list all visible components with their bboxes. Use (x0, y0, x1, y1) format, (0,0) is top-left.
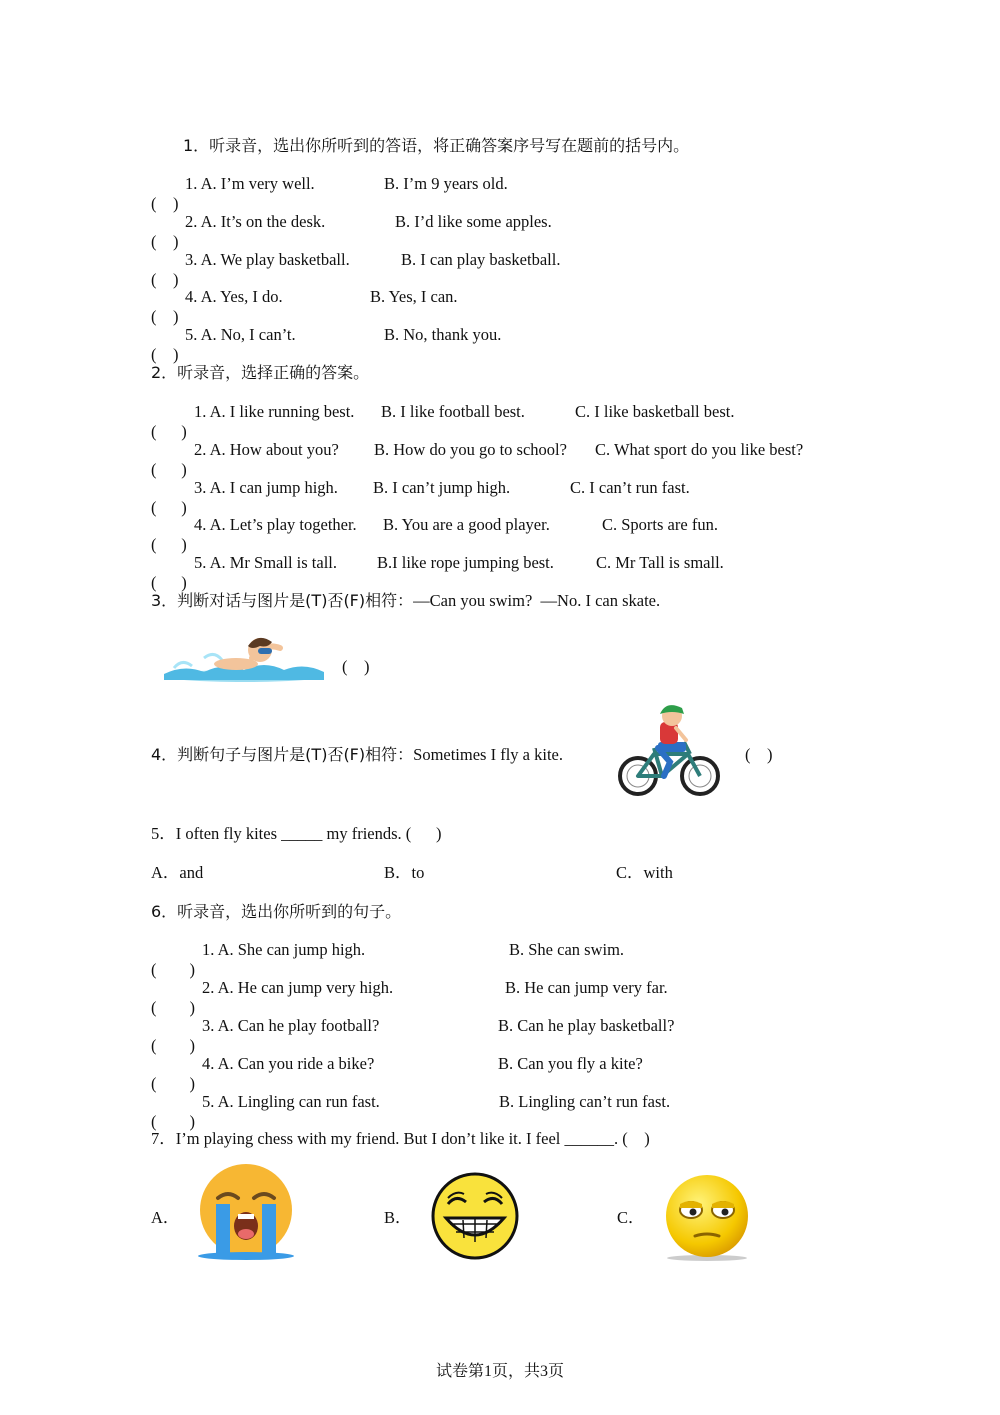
option-a: 4. A. Let’s play together. (194, 515, 357, 534)
answer-paren[interactable]: ( ) (151, 960, 195, 979)
option-b: B. She can swim. (509, 940, 625, 959)
option-a: 1. A. She can jump high. (202, 940, 366, 959)
answer-paren[interactable]: ( ) (151, 307, 179, 326)
option-b: B. I like football best. (381, 402, 525, 421)
option-a: 4. A. Can you ride a bike? (202, 1054, 375, 1073)
q7-title: 7．I’m playing chess with my friend. But I don’t like it. I feel ______. ( ) (151, 1129, 650, 1148)
q4-answer-paren[interactable]: ( ) (745, 745, 773, 764)
answer-paren[interactable]: ( ) (151, 498, 187, 517)
answer-paren[interactable]: ( ) (151, 998, 195, 1017)
q1-title: 1．听录音，选出你所听到的答语，将正确答案序号写在题前的括号内。 (183, 136, 690, 155)
option-c: C. Mr Tall is small. (596, 553, 724, 572)
q3-title: 3．判断对话与图片是(T)否(F)相符： (151, 591, 414, 610)
option-b: B. Can you fly a kite? (498, 1054, 643, 1073)
option-a: 2. A. How about you? (194, 440, 339, 459)
option-b: B. Lingling can’t run fast. (499, 1092, 671, 1111)
option-b: B. How do you go to school? (374, 440, 567, 459)
option-b[interactable]: B．to (384, 863, 425, 882)
bored-face-icon (661, 1174, 753, 1262)
answer-paren[interactable]: ( ) (151, 194, 179, 213)
option-b: B. You are a good player. (383, 515, 550, 534)
option-a: 4. A. Yes, I do. (185, 287, 283, 306)
answer-paren[interactable]: ( ) (151, 1074, 195, 1093)
option-a: 3. A. Can he play football? (202, 1016, 380, 1035)
option-a: 3. A. I can jump high. (194, 478, 338, 497)
option-b: B. He can jump very far. (505, 978, 668, 997)
answer-paren[interactable]: ( ) (151, 1112, 195, 1131)
option-b: B. Yes, I can. (370, 287, 458, 306)
option-b: B. I can’t jump high. (373, 478, 511, 497)
option-c: C. I like basketball best. (575, 402, 735, 421)
option-a: 2. A. He can jump very high. (202, 978, 394, 997)
boy-riding-bike-image (618, 702, 722, 798)
option-c: C. I can’t run fast. (570, 478, 690, 497)
option-b: B.I like rope jumping best. (377, 553, 554, 572)
answer-paren[interactable]: ( ) (151, 460, 187, 479)
q3-line (151, 591, 660, 611)
answer-paren[interactable]: ( ) (151, 422, 187, 441)
q4-line (151, 745, 563, 765)
option-a: 1. A. I’m very well. (185, 174, 315, 193)
q4-title: 4．判断句子与图片是(T)否(F)相符： (151, 745, 414, 764)
option-a: 5. A. Lingling can run fast. (202, 1092, 380, 1111)
q4-sentence: Sometimes I fly a kite. (413, 745, 563, 764)
option-c[interactable]: C．with (616, 863, 673, 882)
q7-option-c-label[interactable]: C． (617, 1208, 645, 1227)
q2-title: 2．听录音，选择正确的答案。 (151, 363, 370, 382)
answer-paren[interactable]: ( ) (151, 535, 187, 554)
q3-answer-paren[interactable]: ( ) (342, 657, 370, 676)
answer-paren[interactable]: ( ) (151, 573, 187, 592)
option-b: B. No, thank you. (384, 325, 502, 344)
option-c: C. Sports are fun. (602, 515, 718, 534)
option-a: 1. A. I like running best. (194, 402, 355, 421)
answer-paren[interactable]: ( ) (151, 1036, 195, 1055)
option-a: 5. A. No, I can’t. (185, 325, 296, 344)
answer-paren[interactable]: ( ) (151, 232, 179, 251)
q5-title: 5．I often fly kites _____ my friends. ( ) (151, 824, 442, 843)
answer-paren[interactable]: ( ) (151, 345, 179, 364)
q6-title: 6．听录音，选出你所听到的句子。 (151, 902, 402, 921)
option-b: B. I’m 9 years old. (384, 174, 508, 193)
option-c: C. What sport do you like best? (595, 440, 804, 459)
option-a: 2. A. It’s on the desk. (185, 212, 326, 231)
option-b: B. I’d like some apples. (395, 212, 552, 231)
option-b: B. Can he play basketball? (498, 1016, 675, 1035)
answer-paren[interactable]: ( ) (151, 270, 179, 289)
page-footer: 试卷第1页，共3页 (435, 1363, 564, 1380)
swimming-boy-image (164, 628, 326, 690)
q3-dialog: —Can you swim? —No. I can skate. (413, 591, 661, 610)
option-b: B. I can play basketball. (401, 250, 561, 269)
option-a[interactable]: A．and (151, 863, 204, 882)
q7-option-a-label[interactable]: A． (151, 1208, 180, 1227)
q7-option-b-label[interactable]: B． (384, 1208, 412, 1227)
option-a: 3. A. We play basketball. (185, 250, 350, 269)
option-a: 5. A. Mr Small is tall. (194, 553, 338, 572)
laughing-face-icon (430, 1172, 520, 1260)
crying-face-icon (196, 1164, 296, 1260)
